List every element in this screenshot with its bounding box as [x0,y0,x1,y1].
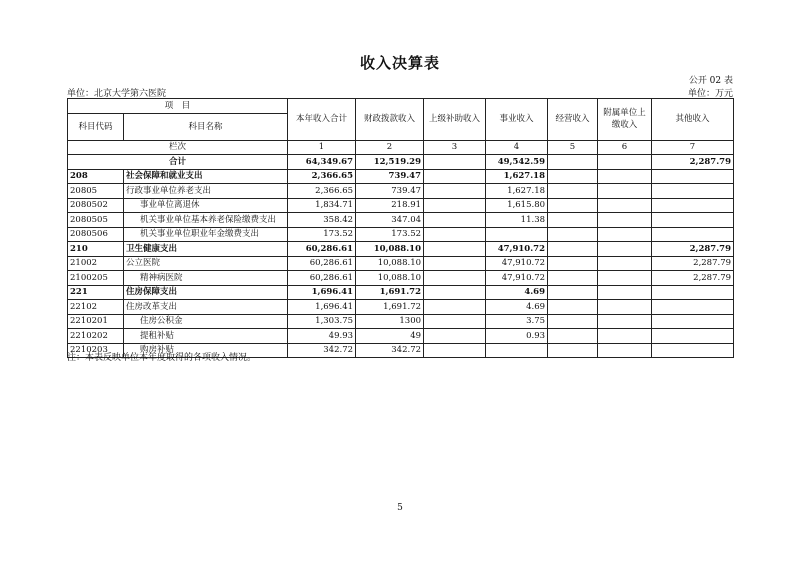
subject-name-cell: 事业单位离退休 [124,198,288,213]
amount-cell: 1,691.72 [356,300,424,315]
total-label: 合计 [68,155,288,170]
amount-cell [548,343,598,358]
amount-cell [652,169,734,184]
amount-cell: 47,910.72 [486,256,548,271]
total-cell: 12,519.29 [356,155,424,170]
amount-cell: 60,286.61 [288,271,356,286]
subject-name-cell: 购房补贴 [124,343,288,358]
table-row [68,256,734,271]
amount-cell [548,169,598,184]
amount-cell: 60,286.61 [288,242,356,257]
subject-code-cell: 20805 [68,184,124,199]
amount-cell: 3.75 [486,314,548,329]
amount-cell [548,184,598,199]
amount-cell [424,256,486,271]
page-number: 5 [397,503,403,513]
amount-cell [598,314,652,329]
amount-cell: 342.72 [288,343,356,358]
table-row [68,271,734,286]
amount-cell [548,242,598,257]
amount-cell [548,271,598,286]
subject-name-cell: 卫生健康支出 [124,242,288,257]
subject-code-cell: 208 [68,169,124,184]
amount-cell [548,256,598,271]
amount-cell: 173.52 [356,227,424,242]
table-footnote: 注：本表反映单位本年度取得的各项收入情况。 [67,353,257,363]
amount-cell [598,184,652,199]
amount-cell [548,314,598,329]
amount-cell: 4.69 [486,285,548,300]
amount-cell: 4.69 [486,300,548,315]
column-number: 2 [356,140,424,155]
header-total-income: 本年收入合计 [288,99,356,141]
subject-code-cell: 2080506 [68,227,124,242]
header-business-income: 事业收入 [486,99,548,141]
table-row [68,213,734,228]
amount-cell: 60,286.61 [288,256,356,271]
amount-cell: 49.93 [288,329,356,344]
column-number: 7 [652,140,734,155]
amount-cell [548,213,598,228]
amount-cell [548,285,598,300]
table-row [68,169,734,184]
amount-cell [598,169,652,184]
amount-cell [598,198,652,213]
amount-cell [548,227,598,242]
amount-cell [424,343,486,358]
header-operating-income: 经营收入 [548,99,598,141]
amount-cell [548,198,598,213]
total-cell [598,155,652,170]
amount-cell [486,227,548,242]
amount-cell: 358.42 [288,213,356,228]
subject-code-cell: 2080502 [68,198,124,213]
amount-cell: 10,088.10 [356,256,424,271]
header-fiscal-appropriation: 财政拨款收入 [356,99,424,141]
amount-cell [598,242,652,257]
subject-name-cell: 住房保障支出 [124,285,288,300]
amount-cell [598,343,652,358]
amount-cell: 739.47 [356,184,424,199]
amount-cell [424,198,486,213]
amount-cell [548,329,598,344]
amount-cell: 1,696.41 [288,300,356,315]
amount-cell: 1,627.18 [486,169,548,184]
amount-cell: 10,088.10 [356,271,424,286]
amount-cell [598,285,652,300]
amount-cell [486,343,548,358]
amount-cell [424,300,486,315]
amount-cell [652,227,734,242]
subject-name-cell: 行政事业单位养老支出 [124,184,288,199]
amount-cell [548,300,598,315]
amount-cell: 1,615.80 [486,198,548,213]
amount-cell: 47,910.72 [486,242,548,257]
header-other-income: 其他收入 [652,99,734,141]
amount-cell [652,198,734,213]
amount-cell [424,285,486,300]
amount-cell [424,242,486,257]
amount-cell [598,271,652,286]
amount-cell: 2,287.79 [652,256,734,271]
currency-unit-label: 单位：万元 [687,89,733,99]
amount-cell: 47,910.72 [486,271,548,286]
subject-code-cell: 2210201 [68,314,124,329]
subject-name-cell: 机关事业单位职业年金缴费支出 [124,227,288,242]
total-row [68,155,734,170]
amount-cell: 1,303.75 [288,314,356,329]
item-group-header: 项 目 [68,99,288,114]
subject-code-cell: 2210203 [68,343,124,358]
amount-cell: 1,627.18 [486,184,548,199]
column-number: 6 [598,140,652,155]
header-affiliate-income: 附属单位上缴收入 [598,99,652,141]
column-index-label: 栏次 [68,140,288,155]
amount-cell: 218.91 [356,198,424,213]
amount-cell: 2,366.65 [288,184,356,199]
subject-code-cell: 21002 [68,256,124,271]
subject-name-cell: 社会保障和就业支出 [124,169,288,184]
header-subject-name: 科目名称 [124,113,288,140]
subject-code-cell: 2080505 [68,213,124,228]
amount-cell [424,227,486,242]
column-number: 1 [288,140,356,155]
table-row [68,329,734,344]
amount-cell [598,213,652,228]
page-title: 收入决算表 [359,54,440,72]
amount-cell [598,227,652,242]
form-code: 公开 02 表 [688,76,733,86]
income-final-accounts-table [67,98,734,358]
amount-cell: 347.04 [356,213,424,228]
amount-cell: 739.47 [356,169,424,184]
amount-cell: 2,366.65 [288,169,356,184]
total-cell: 49,542.59 [486,155,548,170]
table-row [68,227,734,242]
amount-cell [652,329,734,344]
amount-cell [424,271,486,286]
amount-cell [652,213,734,228]
amount-cell: 1,834.71 [288,198,356,213]
table-row [68,285,734,300]
subject-code-cell: 210 [68,242,124,257]
subject-name-cell: 住房公积金 [124,314,288,329]
amount-cell [652,285,734,300]
amount-cell [598,329,652,344]
amount-cell [652,314,734,329]
table-row [68,314,734,329]
amount-cell: 1300 [356,314,424,329]
organization-label: 单位：北京大学第六医院 [67,89,167,99]
header-superior-subsidy: 上级补助收入 [424,99,486,141]
amount-cell: 2,287.79 [652,242,734,257]
amount-cell: 1,691.72 [356,285,424,300]
table-row [68,184,734,199]
amount-cell [424,329,486,344]
table-row [68,242,734,257]
amount-cell: 49 [356,329,424,344]
amount-cell: 10,088.10 [356,242,424,257]
subject-name-cell: 住房改革支出 [124,300,288,315]
subject-code-cell: 2100205 [68,271,124,286]
amount-cell: 173.52 [288,227,356,242]
subject-code-cell: 221 [68,285,124,300]
subject-name-cell: 提租补贴 [124,329,288,344]
amount-cell: 342.72 [356,343,424,358]
amount-cell [424,213,486,228]
total-cell [424,155,486,170]
column-number: 3 [424,140,486,155]
subject-name-cell: 公立医院 [124,256,288,271]
amount-cell [652,184,734,199]
total-cell: 64,349.67 [288,155,356,170]
total-cell [548,155,598,170]
amount-cell [424,184,486,199]
subject-name-cell: 精神病医院 [124,271,288,286]
total-cell: 2,287.79 [652,155,734,170]
amount-cell: 11.38 [486,213,548,228]
subject-code-cell: 2210202 [68,329,124,344]
amount-cell [652,300,734,315]
header-subject-code: 科目代码 [68,113,124,140]
amount-cell [598,300,652,315]
amount-cell [598,256,652,271]
amount-cell [652,343,734,358]
column-number: 4 [486,140,548,155]
amount-cell [424,314,486,329]
amount-cell: 2,287.79 [652,271,734,286]
amount-cell: 1,696.41 [288,285,356,300]
table-row [68,300,734,315]
column-number: 5 [548,140,598,155]
amount-cell: 0.93 [486,329,548,344]
table-row [68,198,734,213]
amount-cell [424,169,486,184]
subject-name-cell: 机关事业单位基本养老保险缴费支出 [124,213,288,228]
subject-code-cell: 22102 [68,300,124,315]
